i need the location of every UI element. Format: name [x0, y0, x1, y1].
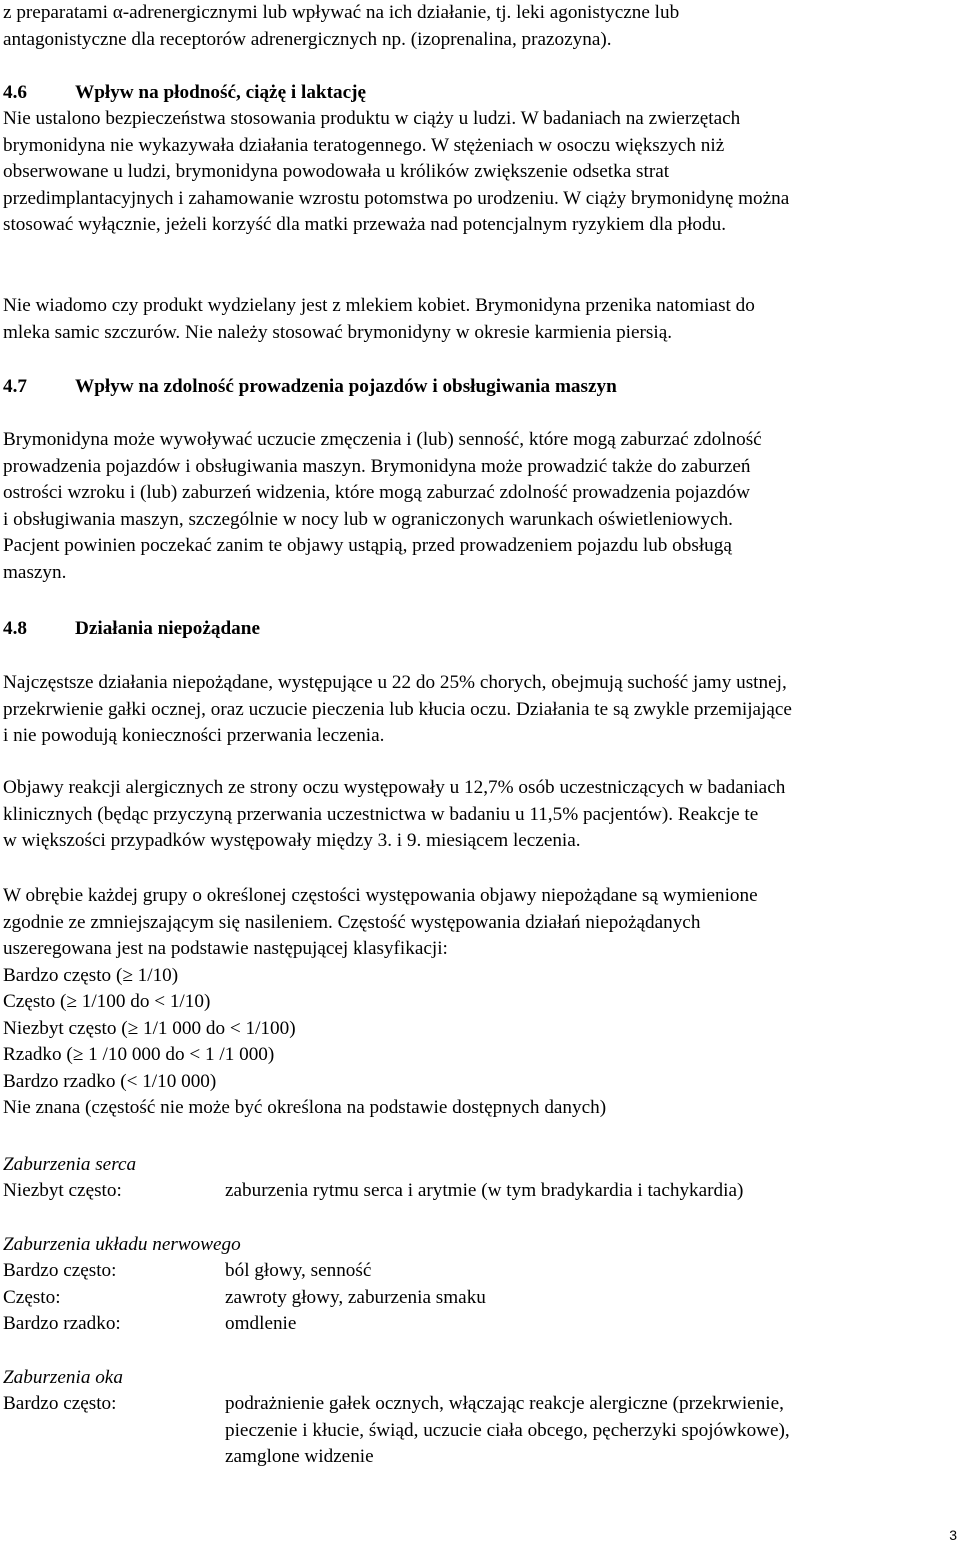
text-line: W obrębie każdej grupy o określonej częstości występowania objawy niepożądane są wymienione — [3, 885, 758, 906]
section-heading-4-7 — [3, 374, 617, 401]
text-line: przekrwienie gałki ocznej, oraz uczucie pieczenia lub kłucia oczu. Działania te są zwykle przemijające — [3, 698, 792, 720]
effect-text: zamglone widzenie — [225, 1446, 374, 1467]
effect-text: omdlenie — [225, 1313, 297, 1334]
text-line: zgodnie ze zmniejszającym się nasileniem. Częstość występowania działań niepożądanych — [3, 911, 701, 933]
page-number: 3 — [949, 1527, 957, 1543]
text-line: antagonistyczne dla receptorów adrenergicznych np. (izoprenalina, prazozyna). — [3, 28, 612, 50]
text-line: stosować wyłącznie, jeżeli korzyść dla matki przeważa nad potencjalnym ryzykiem dla płodu. — [3, 214, 726, 235]
section-heading-4-6 — [3, 80, 366, 107]
frequency-item: Bardzo rzadko (< 1/10 000) — [3, 1070, 217, 1092]
frequency-term: Niezbyt często: — [3, 1180, 122, 1201]
text-line: przedimplantacyjnych i zahamowanie wzrostu potomstwa po urodzeniu. W ciąży brymonidynę można — [3, 187, 790, 209]
frequency-term: Często: — [3, 1287, 61, 1308]
frequency-term: Bardzo często: — [3, 1393, 117, 1414]
category-heading-cardiac: Zaburzenia serca — [3, 1154, 137, 1175]
effect-text: zawroty głowy, zaburzenia smaku — [225, 1287, 486, 1308]
text-line: Pacjent powinien poczekać zanim te objawy ustąpią, przed prowadzeniem pojazdu lub obsługą — [3, 535, 732, 556]
text-line: i nie powodują konieczności przerwania leczenia. — [3, 725, 385, 746]
section-title: Działania niepożądane — [75, 618, 260, 639]
section-title: Wpływ na płodność, ciążę i laktację — [75, 82, 367, 103]
frequency-item: Rzadko (≥ 1 /10 000 do < 1 /1 000) — [3, 1044, 275, 1065]
text-line: ostrości wzroku i (lub) zaburzeń widzenia, które mogą zaburzać zdolność prowadzenia pojazdów — [3, 482, 750, 503]
text-line: brymonidyna nie wykazywała działania teratogennego. W stężeniach w osoczu większych niż — [3, 134, 725, 156]
text-line: Brymonidyna może wywoływać uczucie zmęczenia i (lub) senność, które mogą zaburzać zdolność — [3, 429, 762, 450]
frequency-item: Niezbyt często (≥ 1/1 000 do < 1/100) — [3, 1017, 296, 1039]
text-line: Objawy reakcji alergicznych ze strony oczu występowały u 12,7% osób uczestniczących w badaniach — [3, 777, 786, 798]
section-title: Wpływ na zdolność prowadzenia pojazdów i obsługiwania maszyn — [75, 376, 617, 397]
frequency-term: Bardzo często: — [3, 1260, 117, 1281]
text-line: klinicznych (będąc przyczyną przerwania uczestnictwa w badaniu u 11,5% pacjentów). Reakcje te — [3, 803, 759, 825]
text-line: prowadzenia pojazdów i obsługiwania maszyn. Brymonidyna może prowadzić także do zaburzeń — [3, 455, 751, 477]
text-line: obserwowane u ludzi, brymonidyna powodowała u królików zwiększenie odsetka strat — [3, 161, 670, 182]
common-effects-paragraph — [3, 670, 792, 750]
frequency-item: Często (≥ 1/100 do < 1/10) — [3, 991, 211, 1012]
effect-text: zaburzenia rytmu serca i arytmie (w tym bradykardia i tachykardia) — [225, 1180, 744, 1201]
frequency-item: Bardzo często (≥ 1/10) — [3, 964, 179, 986]
text-line: uszeregowana jest na podstawie następującej klasyfikacji: — [3, 938, 448, 959]
pregnancy-paragraph — [3, 106, 789, 239]
text-line: w większości przypadków występowały między 3. i 9. miesiącem leczenia. — [3, 830, 581, 851]
text-line: Nie wiadomo czy produkt wydzielany jest z mlekiem kobiet. Brymonidyna przenika natomiast do — [3, 295, 755, 316]
category-heading-eye: Zaburzenia oka — [3, 1367, 123, 1388]
effect-text: pieczenie i kłucie, świąd, uczucie ciała obcego, pęcherzyki spojówkowe), — [225, 1420, 790, 1441]
text-line: z preparatami α-adrenergicznymi lub wpływać na ich działanie, tj. leki agonistyczne lub — [3, 2, 680, 23]
allergic-reactions-paragraph — [3, 775, 785, 855]
text-line: maszyn. — [3, 561, 67, 583]
lactation-paragraph — [3, 293, 755, 346]
section-heading-4-8 — [3, 616, 260, 643]
section-number: 4.6 — [3, 82, 27, 103]
text-line: mleka samic szczurów. Nie należy stosować brymonidyny w okresie karmienia piersią. — [3, 321, 673, 343]
category-heading-nervous-system: Zaburzenia układu nerwowego — [3, 1234, 241, 1255]
intro-paragraph — [3, 0, 679, 53]
effect-text: ból głowy, senność — [225, 1260, 372, 1281]
section-number: 4.7 — [3, 376, 27, 397]
frequency-classification-paragraph — [3, 883, 758, 1122]
text-line: i obsługiwania maszyn, szczególnie w nocy lub w ograniczonych warunkach oświetleniowych. — [3, 508, 733, 530]
text-line: Nie ustalono bezpieczeństwa stosowania produktu w ciąży u ludzi. W badaniach na zwierzętach — [3, 108, 741, 129]
frequency-item: Nie znana (częstość nie może być określona na podstawie dostępnych danych) — [3, 1097, 607, 1118]
section-number: 4.8 — [3, 618, 27, 639]
driving-paragraph — [3, 427, 762, 586]
text-line: Najczęstsze działania niepożądane, występujące u 22 do 25% chorych, obejmują suchość jamy ustnej, — [3, 672, 787, 693]
effect-text: podrażnienie gałek ocznych, włączając reakcje alergiczne (przekrwienie, — [225, 1393, 784, 1414]
frequency-term: Bardzo rzadko: — [3, 1313, 121, 1334]
